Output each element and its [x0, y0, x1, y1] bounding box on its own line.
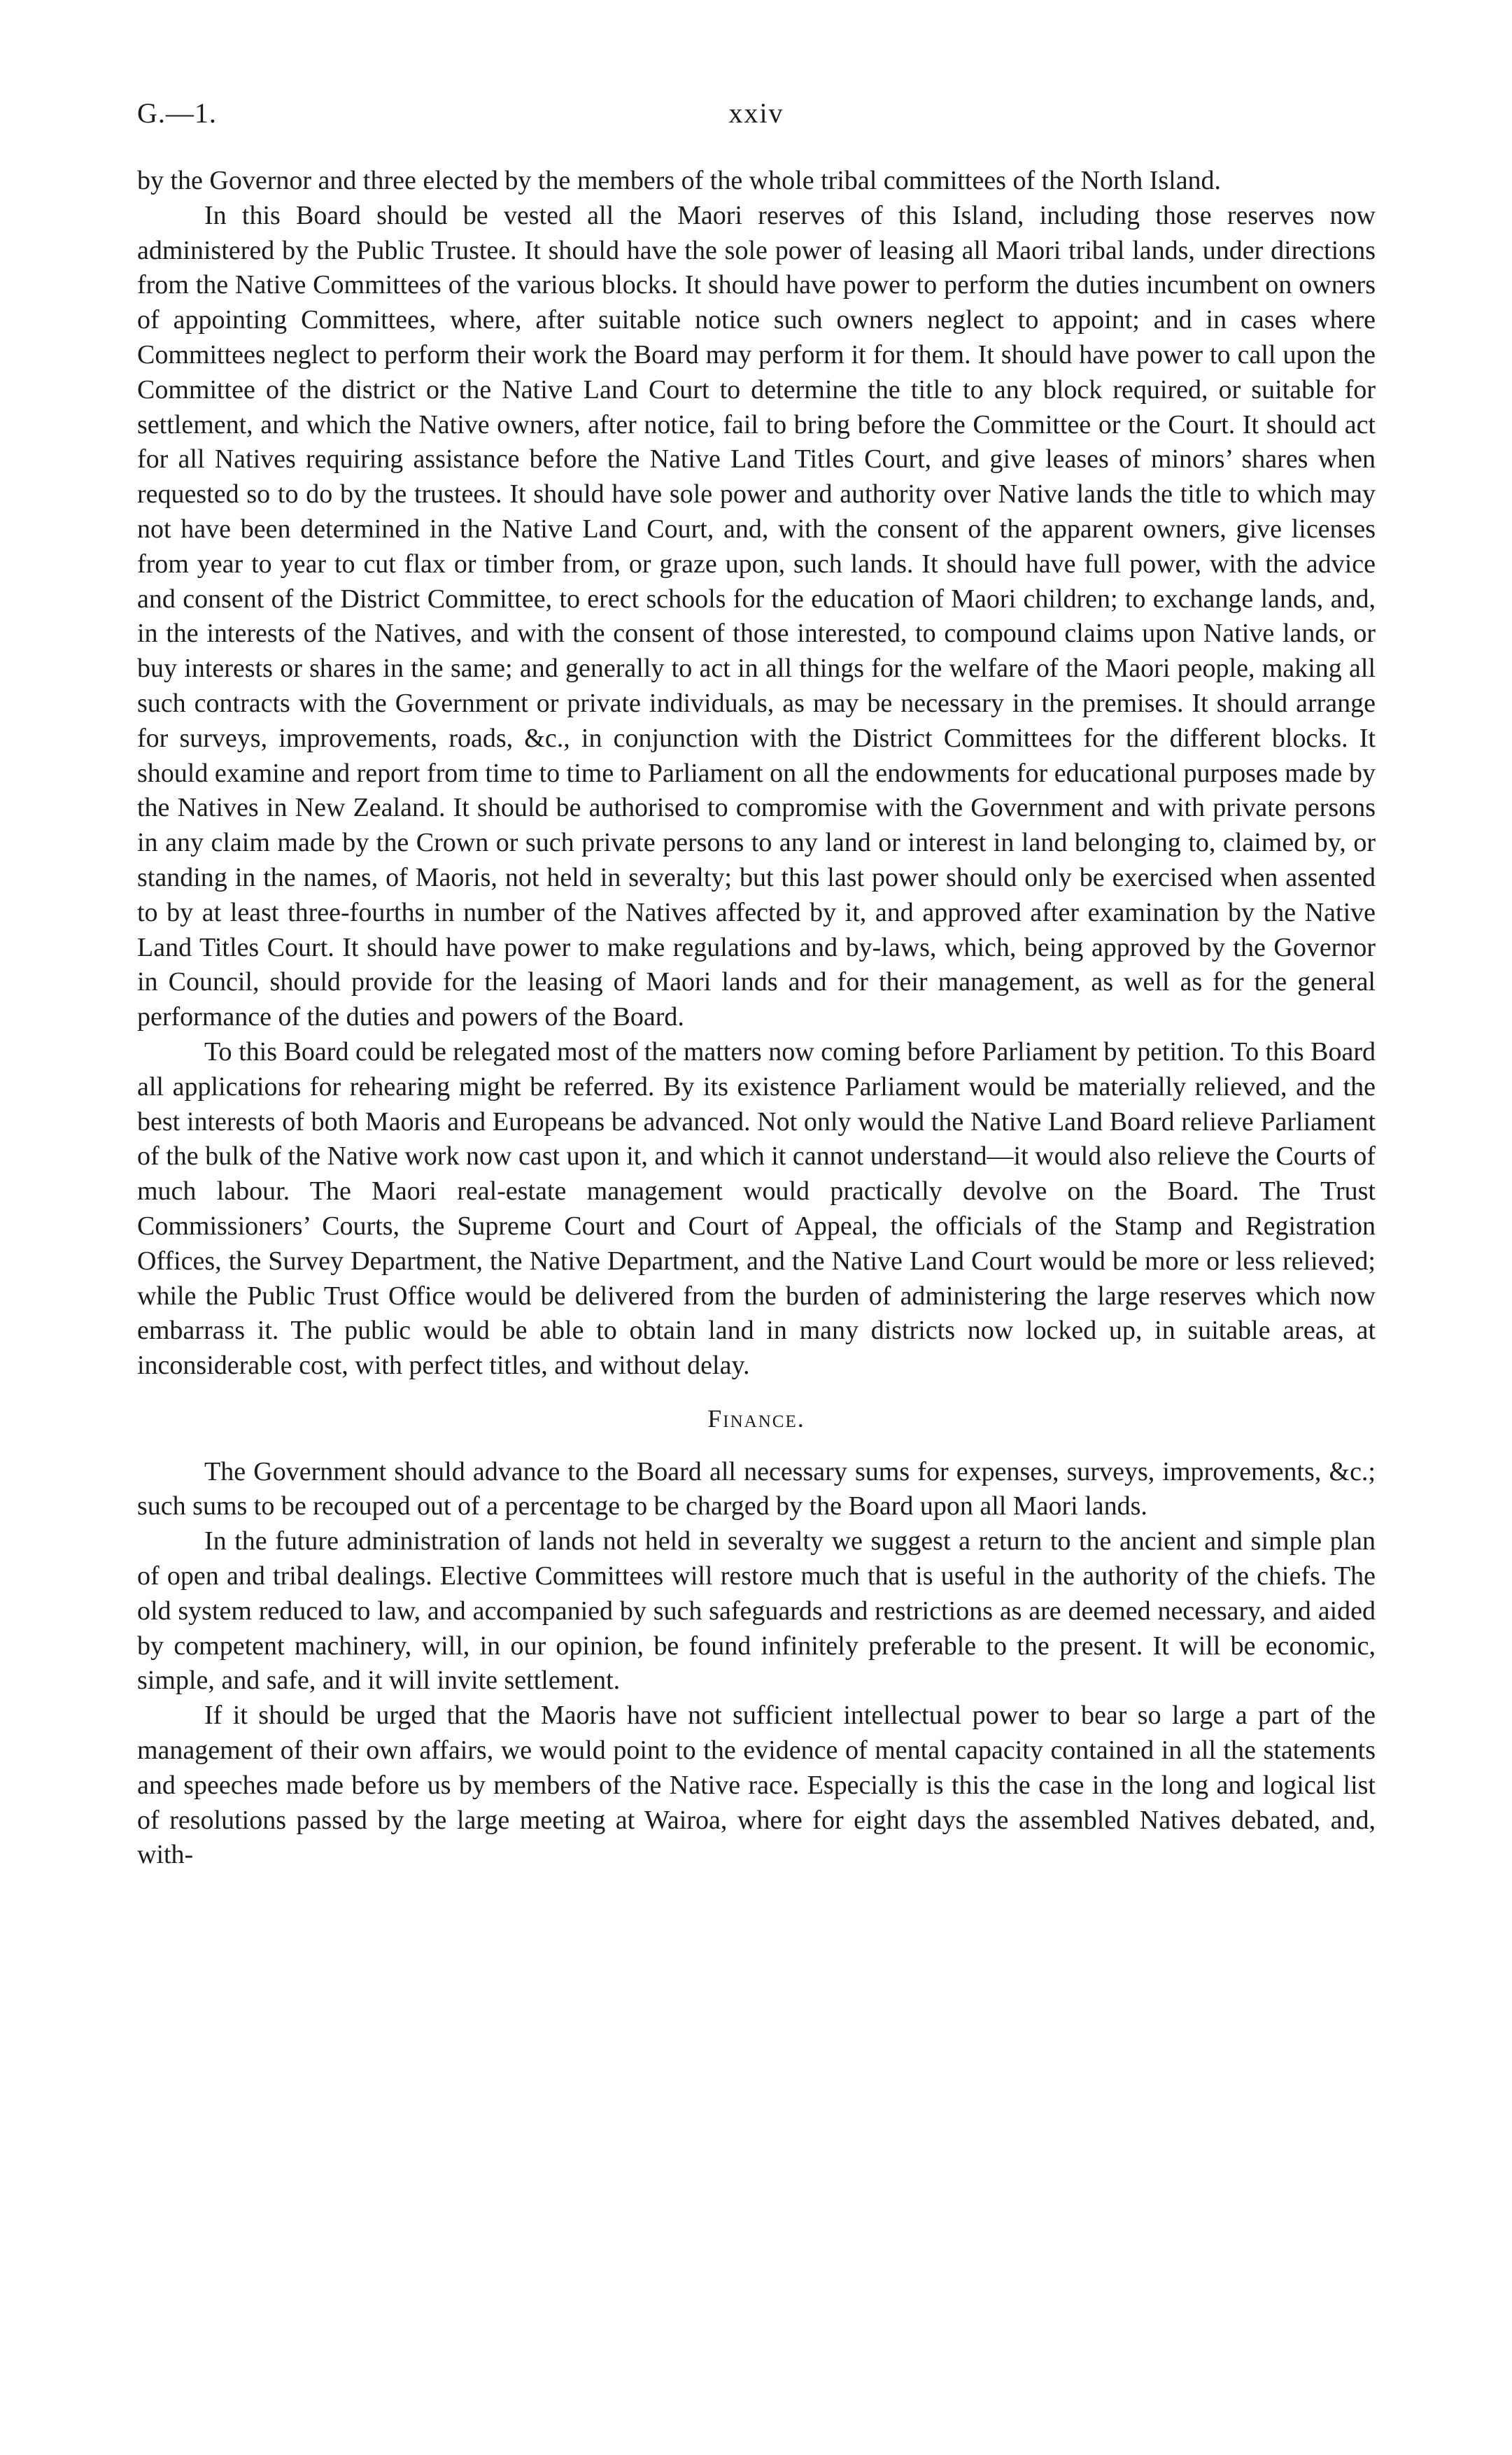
parliamentary-paper-reference: G.—1. [137, 97, 217, 129]
document-page [137, 83, 1376, 1870]
page-number: xxiv [728, 97, 784, 129]
paragraph-continued: by the Governor and three elected by the members of the whole tribal committees of the North Island. [137, 166, 1222, 195]
paragraph-board-benefits: To this Board could be relegated most of the matters now coming before Parliament by petition. To this Board all applications for rehearing might be referred. By its existence Parliament would be materially relieved, and the best interests of both Maoris and Europeans be advanced. Not only would the Native Land Board relieve Parliament of the bulk of the Native work now cast upon it, and which it cannot understand—it would also relieve the Courts of much labour. The Maori real-estate management would practically devolve on the Board. The Trust Commissioners’ Courts, the Supreme Court and Court of Appeal, the officials of the Stamp and Registration Offices, the Survey Department, the Native Department, and the Native Land Court would be more or less relieved; while the Public Trust Office would be delivered from the burden of administering the large reserves which now embarrass it. The public would be able to obtain land in many districts now locked up, in suitable areas, at inconsiderable cost, with perfect titles, and without delay. [137, 1036, 1376, 1381]
page-header [137, 83, 1376, 150]
paragraph-maori-capacity: If it should be urged that the Maoris have not sufficient intellectual power to bear so large a part of the management of their own affairs, we would point to the evidence of mental capacity contained in all the statements and speeches made before us by members of the Native race. Especially is this the case in the long and logical list of resolutions passed by the large meeting at Wairoa, where for eight days the assembled Natives debated, and, with- [137, 1701, 1376, 1870]
section-heading-finance: Finance. [707, 1404, 805, 1433]
paragraph-finance-advance: The Government should advance to the Board all necessary sums for expenses, surveys, improvements, &c.; such sums to be recouped out of a percentage to be charged by the Board upon all Maori lands. [137, 1456, 1376, 1521]
paragraph-board-powers: In this Board should be vested all the Maori reserves of this Island, including those reserves now administered by the Public Trustee. It should have the sole power of leasing all Maori tribal lands, under directions from the Native Committees of the various blocks. It should have power to perform the duties incumbent on owners of appointing Committees, where, after suitable notice such owners neglect to appoint; and in cases where Committees neglect to perform their work the Board may perform it for them. It should have power to call upon the Committee of the district or the Native Land Court to determine the title to any block required, or suitable for settlement, and which the Native owners, after notice, fail to bring before the Committee or the Court. It should act for all Natives requiring assistance before the Native Land Titles Court, and give leases of minors’ shares when requested so to do by the trustees. It should have sole power and authority over Native lands the title to which may not have been determined in the Native Land Court, and, with the consent of the apparent owners, give licenses from year to year to cut flax or timber from, or graze upon, such lands. It should have full power, with the advice and consent of the District Committee, to erect schools for the education of Maori children; to exchange lands, and, in the interests of the Natives, and with the consent of those interested, to compound claims upon Native lands, or buy interests or shares in the same; and generally to act in all things for the welfare of the Maori people, making all such contracts with the Government or private individuals, as may be necessary in the premises. It should arrange for surveys, improvements, roads, &c., in conjunction with the District Committees for the different blocks. It should examine and report from time to time to Parliament on all the endowments for educational purposes made by the Natives in New Zealand. It should be authorised to compromise with the Government and with private persons in any claim made by the Crown or such private persons to any land or interest in land belonging to, claimed by, or standing in the names, of Maoris, not held in severalty; but this last power should only be exercised when assented to by at least three-fourths in number of the Natives affected by it, and approved after examination by the Native Land Titles Court. It should have power to make regulations and by-laws, which, being approved by the Governor in Council, should provide for the leasing of Maori lands and for their management, as well as for the general performance of the duties and powers of the Board. [137, 200, 1376, 1032]
document-body [137, 164, 1376, 1873]
paragraph-tribal-dealings: In the future administration of lands not held in severalty we suggest a return to the ancient and simple plan of open and tribal dealings. Elective Committees will restore much that is useful in the authority of the chiefs. The old system reduced to law, and accompanied by such safeguards and restrictions as are deemed necessary, and aided by competent machinery, will, in our opinion, be found infinitely preferable to the present. It will be economic, simple, and safe, and it will invite settlement. [137, 1526, 1376, 1696]
